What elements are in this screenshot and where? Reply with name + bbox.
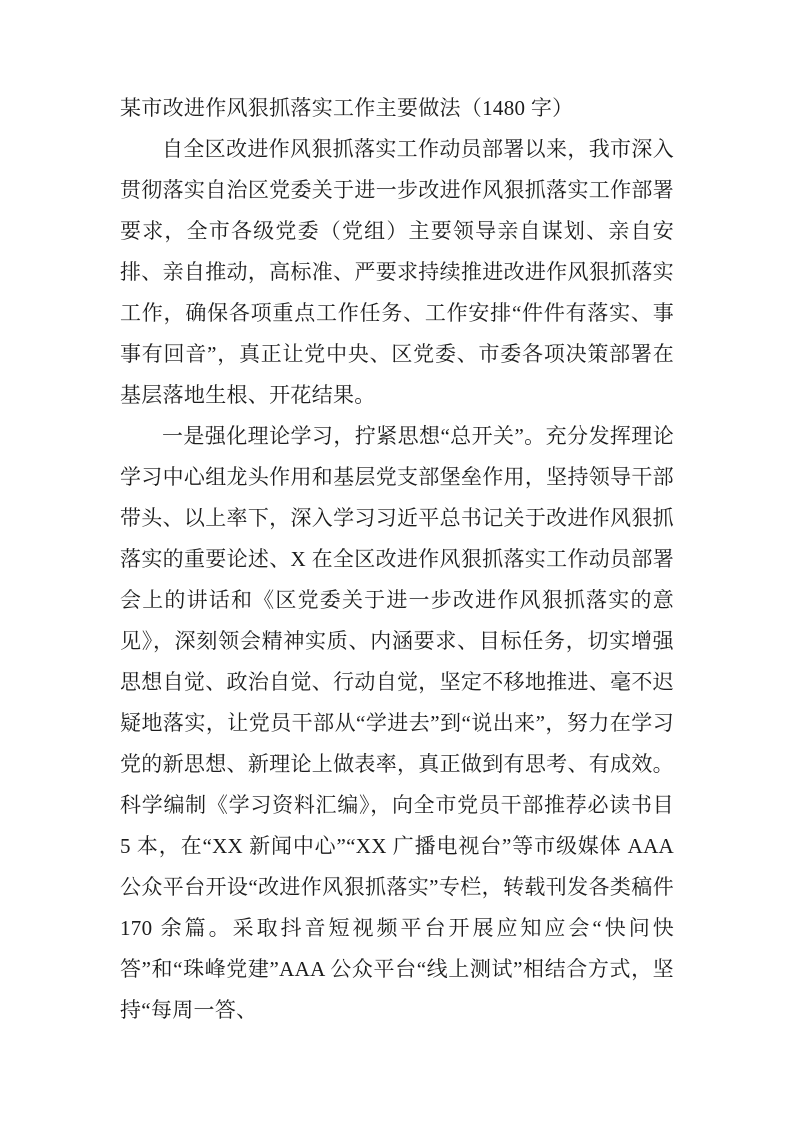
document-title: 某市改进作风狠抓落实工作主要做法（1480 字） xyxy=(120,96,574,120)
document-content xyxy=(120,88,674,1031)
paragraph-intro: 自全区改进作风狠抓落实工作动员部署以来，我市深入贯彻落实自治区党委关于进一步改进作风狠抓落实工作部署要求，全市各级党委（党组）主要领导亲自谋划、亲自安排、亲自推动，高标准、严要求持续推进改进作风狠抓落实工作，确保各项重点工作任务、工作安排“件件有落实、事事有回音”，真正让党中央、区党委、市委各项决策部署在基层落地生根、开花结果。 xyxy=(120,137,674,407)
paragraph-point-one: 一是强化理论学习，拧紧思想“总开关”。充分发挥理论学习中心组龙头作用和基层党支部堡垒作用，坚持领导干部带头、以上率下，深入学习习近平总书记关于改进作风狠抓落实的重要论述、X 在全区改进作风狠抓落实工作动员部署会上的讲话和《区党委关于进一步改进作风狠抓落实的意见》，深刻领会精神实质、内涵要求、目标任务，切实增强思想自觉、政治自觉、行动自觉，坚定不移地推进、毫不迟疑地落实，让党员干部从“学进去”到“说出来”，努力在学习党的新思想、新理论上做表率，真正做到有思考、有成效。科学编制《学习资料汇编》，向全市党员干部推荐必读书目 5 本，在“XX 新闻中心”“XX 广播电视台”等市级媒体 AAA 公众平台开设“改进作风狠抓落实”专栏，转载刊发各类稿件 170 余篇。采取抖音短视频平台开展应知应会“快问快答”和“珠峰党建”AAA 公众平台“线上测试”相结合方式，坚持“每周一答、 xyxy=(120,424,674,1022)
